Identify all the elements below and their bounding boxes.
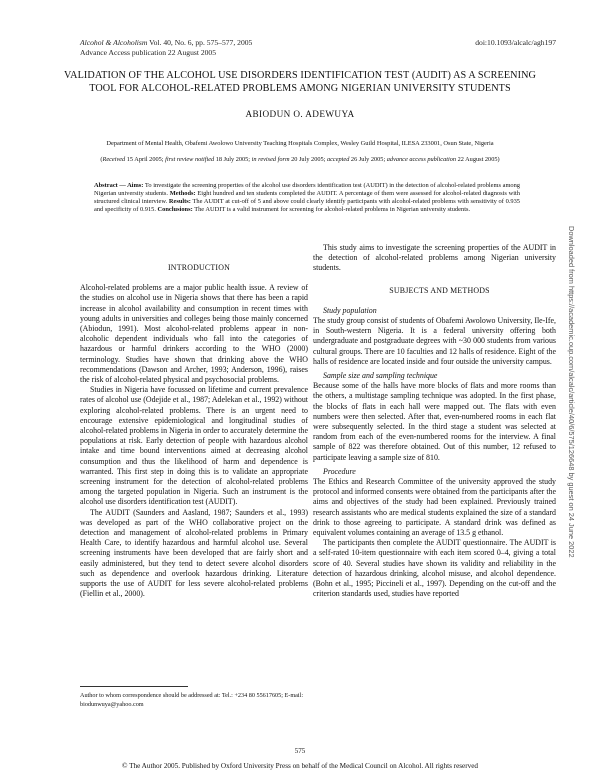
right-column bbox=[313, 243, 556, 600]
page-number: 575 bbox=[294, 747, 306, 755]
abstract-aims: To investigate the screening properties of the alcohol use disorders identification test (AUDIT) in the detection of alcohol-related problems among Nigerian university students. bbox=[94, 182, 520, 197]
abstract-conclusions: The AUDIT is a valid instrument for screening for alcohol-related problems in Nigerian university students. bbox=[192, 205, 471, 213]
revised-label: in revised form bbox=[251, 156, 290, 163]
intro-paragraph-3: The AUDIT (Saunders and Aasland, 1987; Saunders et al., 1993) was developed as part of the WHO collaborative project on the detection and management of alcohol-related problems in Primary Health Care, to identify hazardous and harmful alcohol use. Several screening instruments have been developed that are fairly short and easily administered, but they tend to detect severe alcohol disorders such as dependence and overlook hazardous drinking. Literature supports the use of AUDIT for less severe alcohol-related problems (Fiellin et al., 2000). bbox=[80, 507, 308, 599]
methods-heading: SUBJECTS AND METHODS bbox=[389, 285, 490, 295]
procedure-paragraph-1: The Ethics and Research Committee of the university approved the study protocol and informed consents were obtained from the participants after the aims and objectives of the study had been explained. Previously trained research assistants who are medical students explained the size of a standard drink to those agreeing to participate. A standard drink was defined as equivalent volumes containing an average of 13.5 g ethanol. bbox=[313, 477, 556, 538]
running-header bbox=[80, 38, 340, 58]
received-label: Received bbox=[102, 156, 126, 163]
abstract bbox=[94, 182, 520, 214]
first-review-label: first review notified bbox=[165, 156, 215, 163]
procedure-paragraph-2: The participants then complete the AUDIT questionnaire. The AUDIT is a self-rated 10-item questionnaire with each item scored 0–4, giving a total score of 40. Several studies have shown its validity and reliability in the detection of hazardous drinking, alcohol misuse, and alcohol dependence. (Bohn et al., 1995; Piccineli et al., 1997). Depending on the cut-off and the criterion standards used, studies have reported bbox=[313, 538, 556, 599]
abstract-methods: Eight hundred and ten students completed the AUDIT. A percentage of them were assessed for alcohol-related diagnosis with structured clinical interview. bbox=[94, 189, 520, 205]
advance-label: advance access publication bbox=[386, 156, 457, 163]
sampling-heading: Sample size and sampling technique bbox=[323, 371, 438, 381]
doi-link[interactable]: doi:10.1093/alcalc/agh197 bbox=[475, 38, 556, 47]
study-population-heading: Study population bbox=[323, 305, 377, 315]
affiliation: Department of Mental Health, Obafemi Awolowo University Teaching Hospitals Complex, Wesley Guild Hospital, ILESA 233001, Osun State, Nigeria bbox=[106, 140, 494, 147]
intro-paragraph-2: Studies in Nigeria have focussed on lifetime and current prevalence rates of alcohol use (Odejide et al., 1987; Adelekan et al., 1992) without exploring alcohol-related problems. There is an urgent need to encourage extensive epidemiological and longitudinal studies of alcohol-related problems in Nigeria in order to accurately determine the populations at risk. Early detection of people with hazardous alcohol intake and time bound interventions aimed at decreasing alcohol consumption and thus the likelihood of harm and dependence is warranted. This first step in doing this is to validate an appropriate screening instrument for the detection of alcohol-related problems among the targeted population in Nigeria. Such an instrument is the alcohol use disorders identification test (AUDIT). bbox=[80, 385, 308, 507]
received-date: 15 April 2005; bbox=[125, 156, 166, 163]
aim-paragraph: This study aims to investigate the screening properties of the AUDIT in the detection of alcohol-related problems among Nigerian university students. bbox=[313, 243, 556, 273]
correspondence-footnote: Author to whom correspondence should be addressed at: Tel.: +234 80 55617605; E-mail: biodunwuya@yahoo.com bbox=[80, 692, 304, 708]
advance-date: 22 August 2005 bbox=[456, 156, 498, 163]
advance-access-line: Advance Access publication 22 August 2005 bbox=[80, 48, 217, 57]
results-label: Results: bbox=[168, 197, 191, 205]
footnote-divider bbox=[80, 686, 188, 687]
copyright-notice: © The Author 2005. Published by Oxford University Press on behalf of the Medical Council on Alcohol. All rights reserved bbox=[121, 762, 479, 770]
abstract-results: The AUDIT at cut-off of 5 and above could clearly identify participants with alcohol-related problems with sensitivity of 0.935 and specificity of 0.915. bbox=[94, 197, 520, 213]
study-population-paragraph: The study group consist of students of Obafemi Awolowo University, Ile-Ife, in South-western Nigeria. It is a federal university offering both undergraduate and postgraduate degrees with ~30 000 students from various cultural groups. There are 10 faculties and 12 halls of residence. Eight of the halls of residence are located inside and four outside the university campus. bbox=[313, 316, 556, 366]
first-review-date: 18 July 2005; bbox=[214, 156, 252, 163]
accepted-date: 26 July 2005; bbox=[349, 156, 387, 163]
revised-date: 20 July 2005; bbox=[289, 156, 327, 163]
left-column bbox=[80, 263, 308, 600]
abstract-label: Abstract — Aims: bbox=[94, 182, 144, 189]
volume-info: Vol. 40, No. 6, pp. 575–577, 2005 bbox=[147, 38, 253, 47]
download-watermark: Downloaded from https://academic.oup.com/alcalc/article/40/6/575/126648 by guest on 24 June 2022 bbox=[567, 226, 576, 558]
procedure-heading: Procedure bbox=[323, 466, 356, 476]
accepted-label: accepted bbox=[326, 156, 350, 163]
sampling-paragraph: Because some of the halls have more blocks of flats and more rooms than the others, a multistage sampling technique was adopted. In the first phase, the blocks of flats in each hall were mapped out. The flats with even numbers were then selected. After that, even-numbered rooms in each flat were subsequently selected. In the third stage a student was selected at random from each of the even-numbered rooms for the interview. A final sample of 822 was therefore obtained. Out of this number, 12 refused to participate leaving a sample size of 810. bbox=[313, 381, 556, 462]
conclusions-label: Conclusions: bbox=[157, 205, 193, 213]
publication-dates: (Received 15 April 2005; first review notified 18 July 2005; in revised form 20 July 2005; accepted 26 July 2005; advance access publication 22 August 2005) bbox=[100, 156, 500, 163]
author-name: ABIODUN O. ADEWUYA bbox=[245, 109, 355, 119]
journal-name: Alcohol & Alcoholism bbox=[80, 38, 148, 47]
paper-title: VALIDATION OF THE ALCOHOL USE DISORDERS IDENTIFICATION TEST (AUDIT) AS A SCREENING TOOL FOR ALCOHOL-RELATED PROBLEMS AMONG NIGERIAN UNIVERSITY STUDENTS bbox=[63, 70, 537, 94]
intro-paragraph-1: Alcohol-related problems are a major public health issue. A review of the studies on alcohol use in Nigeria shows that there has been a rapid increase in alcohol availability and consumption in recent times with young adults in universities and colleges being those mainly concerned (Abiodun, 1991). Most alcohol-related problems appear in non-alcoholic dependent individuals who fall into the categories of hazardous or harmful drinkers according to the WHO (2000) terminology. Studies have shown that drinking above the WHO recommendations (Dawson and Archer, 1993; Anderson, 1996), raises the risk of alcohol-related physical and psychosocial problems. bbox=[80, 283, 308, 385]
methods-label: Methods: bbox=[169, 189, 196, 197]
introduction-heading: INTRODUCTION bbox=[167, 263, 230, 272]
